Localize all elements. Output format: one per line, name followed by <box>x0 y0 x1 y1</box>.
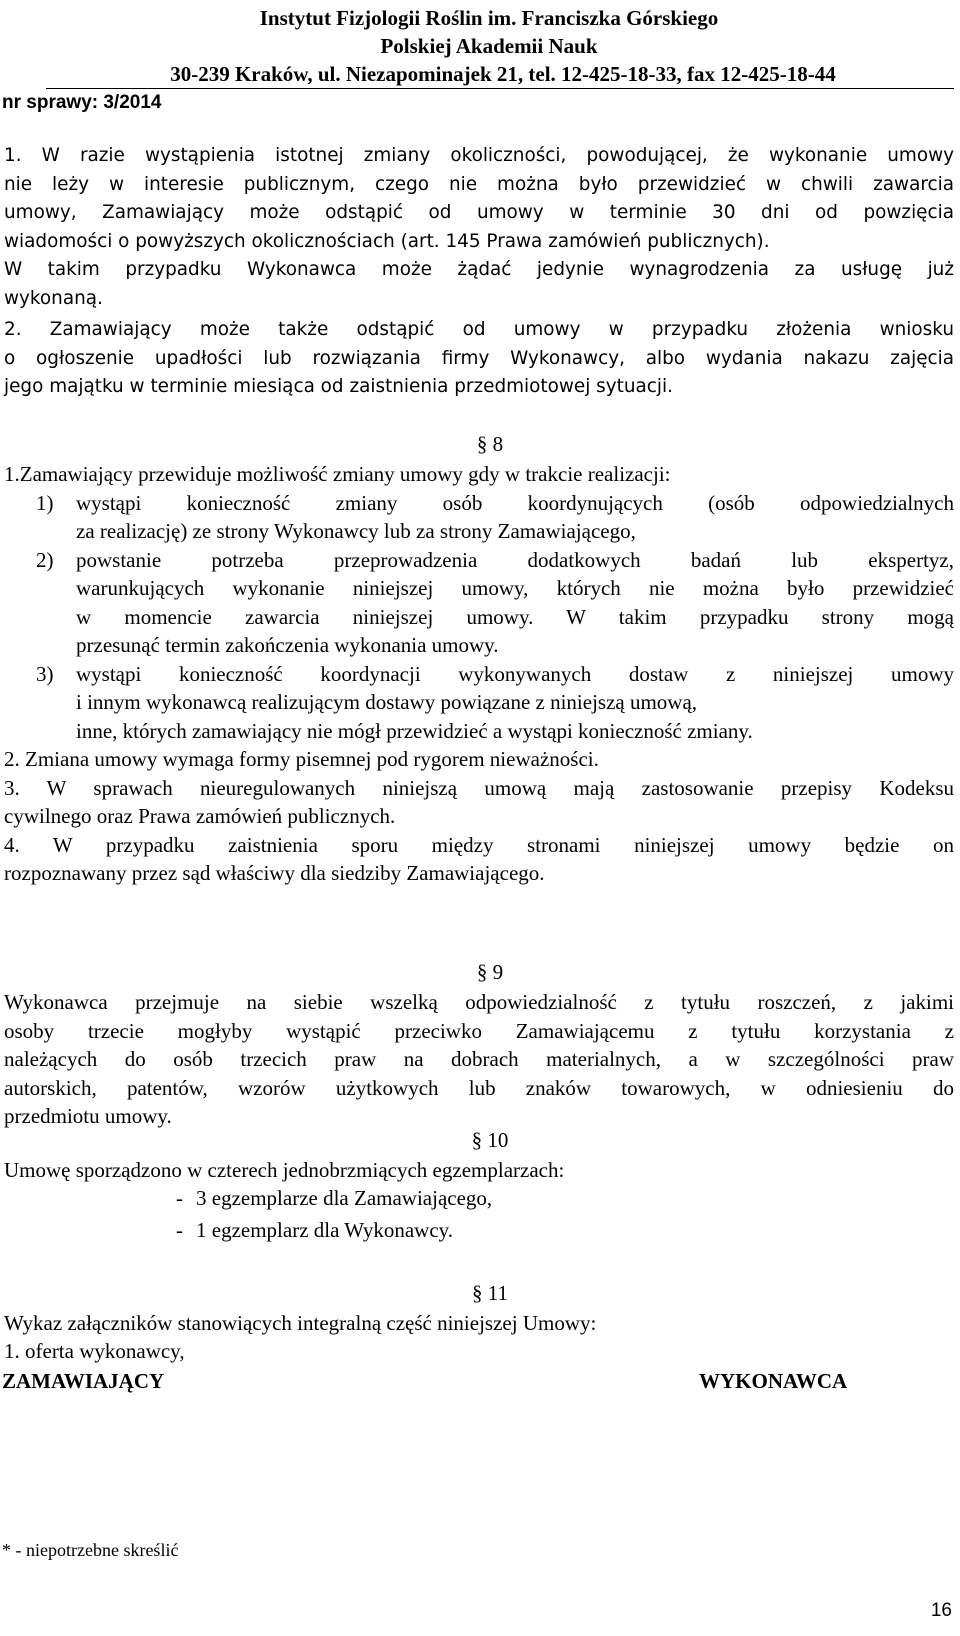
letterhead <box>0 4 960 89</box>
text-line: 2. Zamawiający może także odstąpić od umowy w przypadku złożenia wniosku <box>4 319 954 340</box>
list-dash: - <box>176 1218 183 1242</box>
text-line: za realizację) ze strony Wykonawcy lub za strony Zamawiającego, <box>76 519 636 543</box>
section-9-heading <box>0 960 960 985</box>
item-number: 1) <box>36 490 54 515</box>
item-text <box>76 546 954 660</box>
list-dash: - <box>176 1186 183 1210</box>
text-line: nie leży w interesie publicznym, czego nie można było przewidzieć w chwili zawarcia <box>4 173 954 195</box>
list-item <box>4 489 954 546</box>
section-9-body <box>4 988 954 1131</box>
text-line: W takim przypadku Wykonawca może żądać jedynie wynagrodzenia za usługę już <box>4 259 954 280</box>
section-8-paragraph-3 <box>4 774 954 831</box>
case-number: nr sprawy: 3/2014 <box>2 92 162 113</box>
section-11-heading <box>0 1281 960 1306</box>
footnote: * - niepotrzebne skreślić <box>2 1540 179 1560</box>
text-line: Wykonawca przejmuje na siebie wszelką odpowiedzialność z tytułu roszczeń, z jakimi <box>4 990 954 1014</box>
academy-name: Polskiej Akademii Nauk <box>380 34 598 58</box>
text-line: rozpoznawany przez sąd właściwy dla siedziby Zamawiającego. <box>4 861 545 885</box>
text-line: należących do osób trzecich praw na dobrach materialnych, a w szczególności praw <box>4 1047 954 1071</box>
signature-buyer: ZAMAWIAJĄCY <box>2 1369 165 1393</box>
section-title: § 11 <box>472 1281 508 1305</box>
item-text <box>76 489 954 546</box>
copies-buyer: 3 egzemplarze dla Zamawiającego, <box>196 1186 493 1210</box>
text-line: wystąpi konieczność zmiany osób koordynujących (osób odpowiedzialnych <box>76 490 954 515</box>
section-10-lead: Umowę sporządzono w czterech jednobrzmiących egzemplarzach: <box>4 1158 565 1182</box>
section-title: § 9 <box>476 960 504 984</box>
text-line: warunkujących wykonanie niniejszej umowy, których nie można było przewidzieć <box>76 576 954 600</box>
text-line: 3. W sprawach nieuregulowanych niniejszą umową mają zastosowanie przepisy Kodeksu <box>4 775 954 800</box>
text-line: 1. W razie wystąpienia istotnej zmiany okoliczności, powodującej, że wykonanie umowy <box>4 145 954 166</box>
section-8-heading <box>0 432 960 457</box>
item-number: 3) <box>36 661 54 686</box>
text-line: powstanie potrzeba przeprowadzenia dodatkowych badań lub ekspertyz, <box>76 547 954 572</box>
text-line: autorskich, patentów, wzorów użytkowych lub znaków towarowych, w odniesieniu do <box>4 1075 954 1100</box>
institute-address: 30-239 Kraków, ul. Niezapominajek 21, tel. 12-425-18-33, fax 12-425-18-44 <box>46 60 954 89</box>
section-title: § 10 <box>471 1128 509 1152</box>
section-10-heading <box>0 1128 960 1153</box>
signature-contractor: WYKONAWCA <box>699 1369 848 1393</box>
section-8-paragraph-2: 2. Zmiana umowy wymaga formy pisemnej pod rygorem nieważności. <box>4 747 599 771</box>
item-number: 2) <box>36 547 54 572</box>
list-item <box>4 546 954 660</box>
text-line: wiadomości o powyższych okolicznościach (art. 145 Prawa zamówień publicznych). <box>4 230 770 252</box>
text-line: wykonaną. <box>4 287 103 309</box>
text-line: inne, których zamawiający nie mógł przewidzieć a wystąpi konieczność zmiany. <box>76 718 753 743</box>
text-line: 4. W przypadku zaistnienia sporu między stronami niniejszej umowy będzie on <box>4 832 954 857</box>
text-line: osoby trzecie mogłyby wystąpić przeciwko Zamawiającemu z tytułu korzystania z <box>4 1018 954 1043</box>
attachment-item: 1. oferta wykonawcy, <box>4 1339 185 1363</box>
section-title: § 8 <box>476 432 504 456</box>
list-item <box>4 660 954 746</box>
text-line: w momencie zawarcia niniejszej umowy. W takim przypadku strony mogą <box>76 604 954 629</box>
section-8-body <box>4 460 954 888</box>
text-line: i innym wykonawcą realizującym dostawy powiązane z niniejszą umową, <box>76 690 698 714</box>
item-text <box>76 660 954 746</box>
text-line: wystąpi konieczność koordynacji wykonywanych dostaw z niniejszej umowy <box>76 661 954 686</box>
section-8-paragraph-4 <box>4 831 954 888</box>
text-line: umowy, Zamawiający może odstąpić od umowy w terminie 30 dni od powzięcia <box>4 202 954 223</box>
text-line: jego majątku w terminie miesiąca od zaistnienia przedmiotowej sytuacji. <box>4 376 673 397</box>
text-line: o ogłoszenie upadłości lub rozwiązania firmy Wykonawcy, albo wydania nakazu zajęcia <box>4 347 954 369</box>
copies-contractor: 1 egzemplarz dla Wykonawcy. <box>196 1218 454 1242</box>
section-8-lead: 1.Zamawiający przewiduje możliwość zmiany umowy gdy w trakcie realizacji: <box>4 462 671 486</box>
text-line: przedmiotu umowy. <box>4 1104 172 1128</box>
clause-7-paragraph-1 <box>4 142 954 313</box>
text-line: przesunąć termin zakończenia wykonania umowy. <box>76 633 499 657</box>
text-line: cywilnego oraz Prawa zamówień publicznych. <box>4 804 396 828</box>
institute-name: Instytut Fizjologii Roślin im. Franciszka Górskiego <box>259 6 719 30</box>
clause-7-paragraph-2 <box>4 316 954 402</box>
page-number: 16 <box>930 1600 952 1621</box>
section-11-lead: Wykaz załączników stanowiących integralną część niniejszej Umowy: <box>4 1311 597 1335</box>
